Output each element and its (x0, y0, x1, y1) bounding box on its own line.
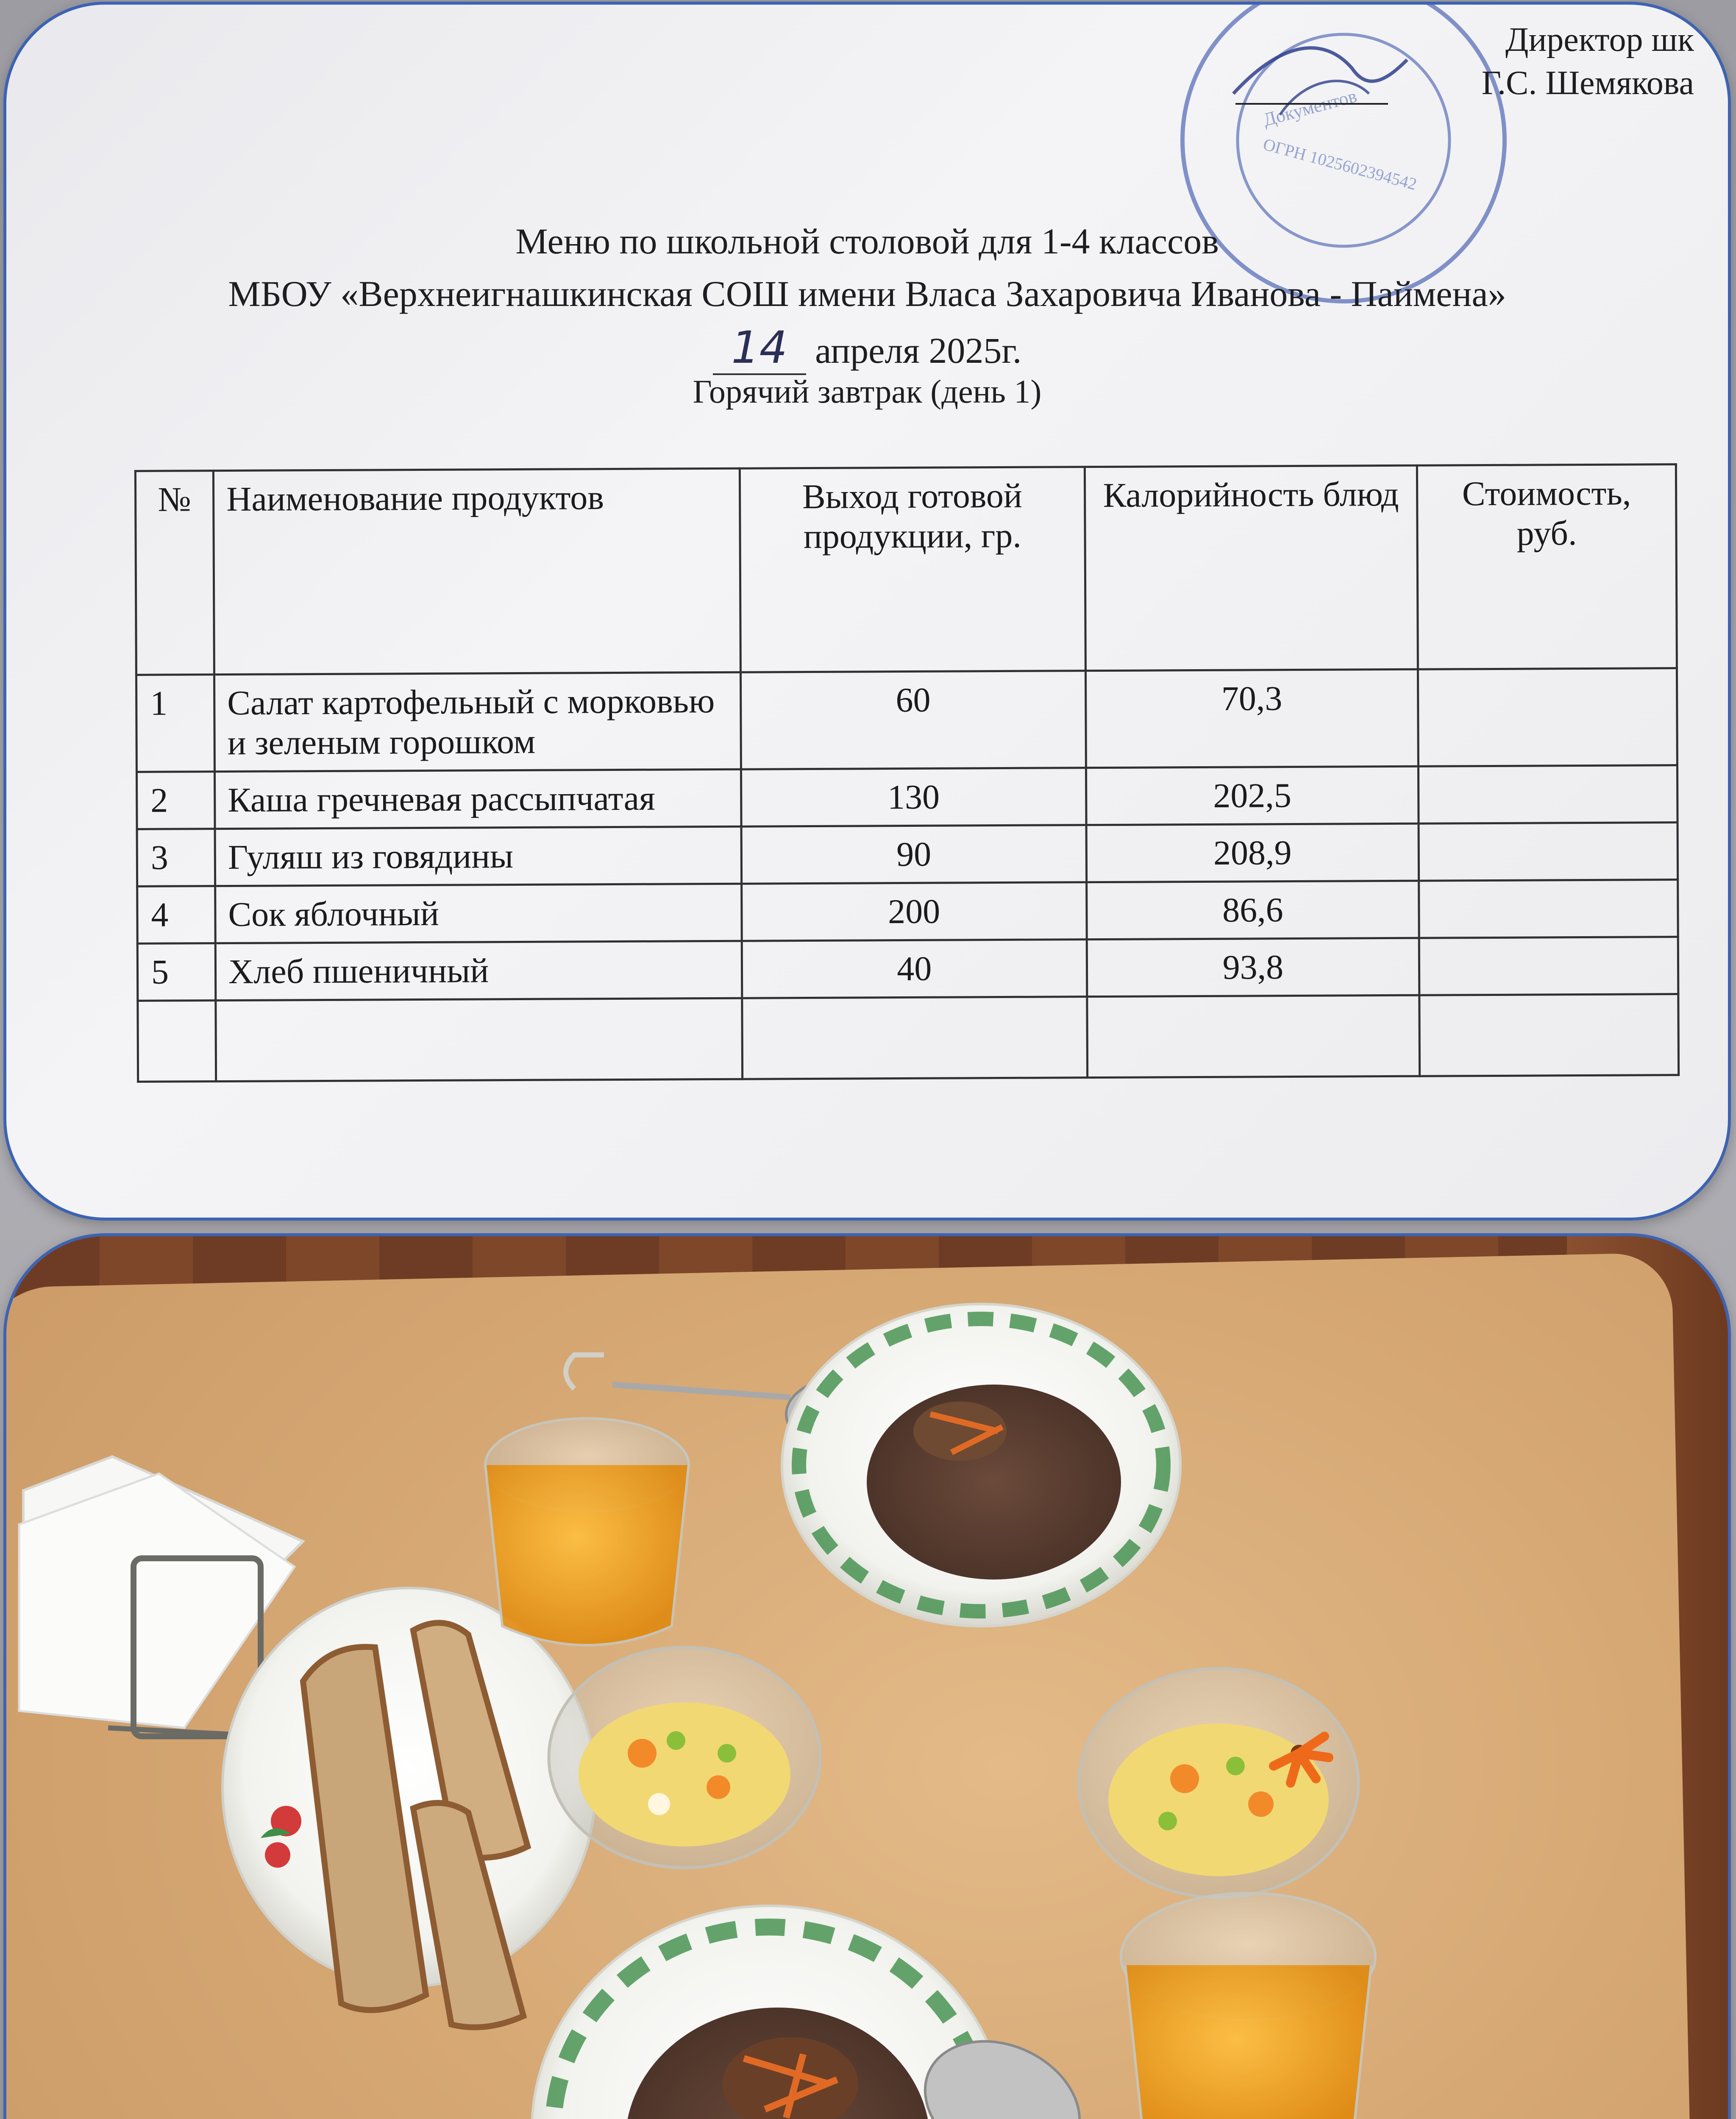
director-name: Г.С. Шемякова (1481, 64, 1694, 102)
row-number: 3 (137, 829, 215, 887)
bread-plate (223, 1588, 595, 2027)
row-number: 4 (137, 886, 216, 944)
empty-cell (216, 998, 742, 1081)
director-title: Директор шк (1505, 21, 1694, 58)
row-number: 5 (137, 943, 216, 1001)
row-cost (1418, 668, 1677, 767)
menu-table (134, 463, 1680, 1083)
signature-line (1235, 103, 1388, 105)
row-cost (1419, 880, 1678, 938)
svg-text:ОГРН 1025602394542: ОГРН 1025602394542 (1261, 134, 1419, 194)
svg-text:Документов: Документов (1260, 85, 1359, 131)
meal-illustration (6, 1236, 1728, 2119)
row-cost (1419, 937, 1678, 996)
table-row (136, 668, 1677, 772)
juice-glass-right (1121, 1893, 1375, 2119)
meal-photo-panel (3, 1233, 1731, 2119)
school-name: МБОУ «Верхнеигнашкинская СОШ имени Власа Захаровича Иванова - Паймена» (228, 273, 1506, 314)
date-month-year: апреля 2025г. (815, 330, 1022, 371)
empty-cell (138, 1001, 216, 1082)
row-output: 40 (742, 940, 1087, 998)
salad-bowl (549, 1647, 820, 1868)
official-stamp (1170, 2, 1517, 314)
row-output: 200 (741, 882, 1087, 941)
date-day-handwritten: 14 (713, 322, 806, 375)
header-cost: Стоимость, руб. (1417, 464, 1677, 670)
table-row-empty (138, 994, 1679, 1082)
header-product-name: Наименование продуктов (213, 468, 740, 674)
empty-cell (1419, 994, 1679, 1076)
menu-title: Меню по школьной столовой для 1-4 классов (515, 221, 1219, 261)
row-product-name: Салат картофельный с морковью и зеленым горошком (214, 672, 741, 771)
row-product-name: Хлеб пшеничный (215, 941, 742, 1000)
header-output: Выход готовой продукции, гр. (740, 467, 1086, 673)
row-output: 90 (741, 825, 1087, 884)
row-calories: 70,3 (1085, 669, 1418, 768)
row-cost (1419, 823, 1678, 881)
meal-title: Горячий завтрак (день 1) (693, 373, 1042, 410)
row-product-name: Гуляш из говядины (215, 826, 741, 886)
table-row (137, 823, 1678, 887)
header-calories: Калорийность блюд (1085, 465, 1418, 670)
menu-date (6, 322, 1728, 375)
row-calories: 208,9 (1086, 823, 1419, 882)
row-number: 2 (136, 772, 215, 829)
header-number: № (135, 471, 214, 675)
row-calories: 202,5 (1086, 766, 1419, 825)
juice-glass (485, 1355, 689, 1645)
row-number: 1 (136, 675, 214, 772)
row-calories: 93,8 (1087, 938, 1419, 996)
row-product-name: Сок яблочный (215, 884, 742, 943)
row-product-name: Каша гречневая рассыпчатая (215, 769, 741, 829)
table-row (137, 937, 1678, 1001)
salad-bowl-right (1079, 1669, 1358, 1897)
row-calories: 86,6 (1087, 881, 1419, 939)
table-row (136, 765, 1678, 829)
buckwheat-plate (782, 1304, 1180, 1626)
row-output: 130 (741, 768, 1086, 827)
menu-document-panel (3, 2, 1731, 1221)
row-cost (1418, 765, 1678, 824)
empty-cell (1087, 995, 1420, 1077)
table-row (137, 880, 1678, 944)
table-header-row (135, 464, 1677, 675)
empty-cell (742, 997, 1087, 1079)
row-output: 60 (740, 671, 1086, 770)
